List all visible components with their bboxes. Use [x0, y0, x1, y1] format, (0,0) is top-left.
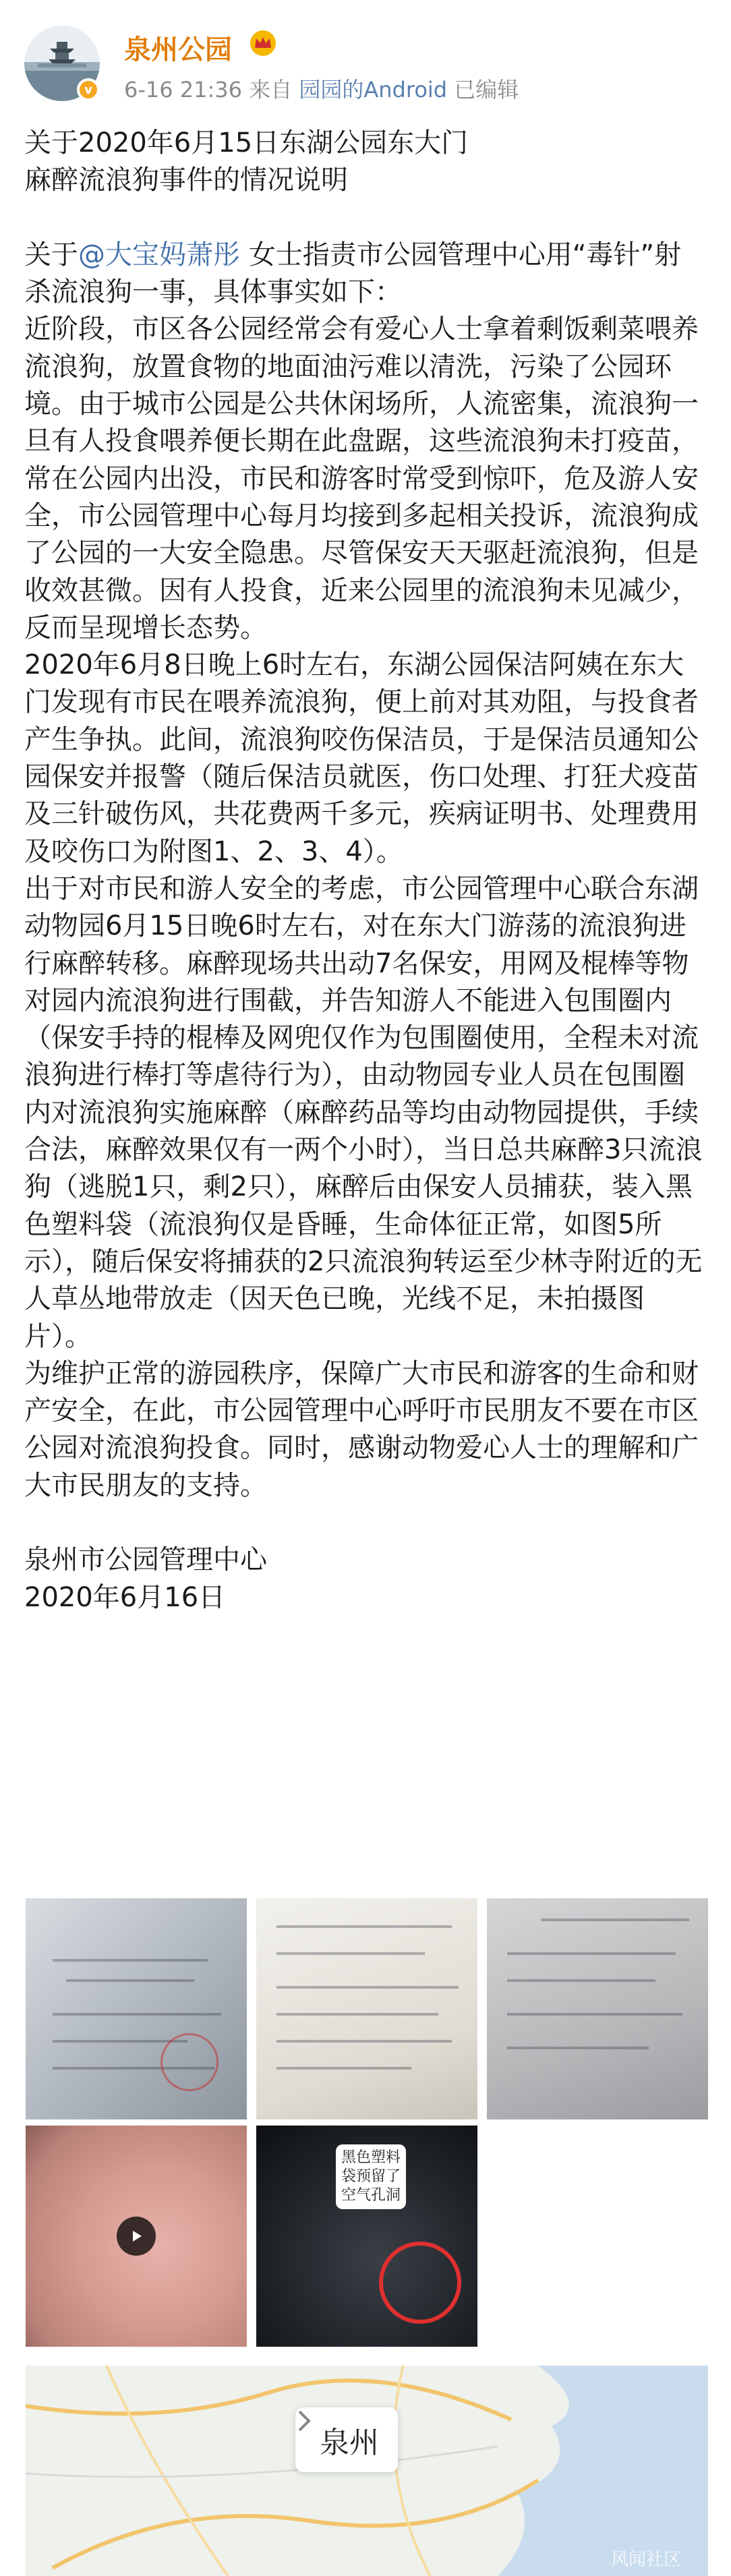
signature: 泉州市公园管理中心 2020年6月16日	[24, 1544, 267, 1613]
map-city-label: 泉州	[320, 2426, 379, 2460]
post-body	[24, 125, 705, 1616]
document-line	[66, 1979, 194, 1982]
image-thumbnail-3[interactable]	[487, 1898, 708, 2119]
username[interactable]: 泉州公园	[124, 34, 232, 65]
play-icon[interactable]	[117, 2217, 156, 2256]
document-line	[276, 1952, 425, 1955]
paragraph-1: 近阶段，市区各公园经常会有爱心人士拿着剩饭剩菜喂养流浪狗，放置食物的地面油污难以清洗，污染了公园环境。由于城市公园是公共休闲场所，人流密集，流浪狗一旦有人投食喂养便长期在此盘踞，这些流浪狗未打疫苗，常在公园内出没，市民和游客时常受到惊吓，危及游人安全，市公园管理中心每月均接到多起相关投诉，流浪狗成了公园的一大安全隐患。尽管保安天天驱赶流浪狗，但是收效甚微。因有人投食，近来公园里的流浪狗未见减少，反而呈现增长态势。	[24, 314, 699, 643]
document-line	[53, 1959, 208, 1962]
image-thumbnail-5[interactable]	[256, 2126, 477, 2347]
post-title: 关于2020年6月15日东湖公园东大门 麻醉流浪狗事件的情况说明	[24, 127, 469, 196]
post-meta	[124, 73, 519, 104]
edited-label[interactable]: 已编辑	[454, 77, 519, 103]
paragraph-3: 出于对市民和游人安全的考虑，市公园管理中心联合东湖动物园6月15日晚6时左右，对在东大门游荡的流浪狗进行麻醉转移。麻醉现场共出动7名保安，用网及棍棒等物对园内流浪狗进行围截，并告知游人不能进入包围圈内（保安手持的棍棒及网兜仅作为包围圈使用，全程未对流浪狗进行棒打等虐待行为），由动物园专业人员在包围圈内对流浪狗实施麻醉（麻醉药品等均由动物园提供，手续合法，麻醉效果仅有一两个小时），当日总共麻醉3只流浪狗（逃脱1只，剩2只），麻醉后由保安人员捕获，装入黑色塑料袋（流浪狗仅是昏睡，生命体征正常，如图5所示），随后保安将捕获的2只流浪狗转运至少林寺附近的无人草丛地带放走（因天色已晚，光线不足，未拍摄图片）。	[24, 873, 703, 1352]
source-link[interactable]: 园园的Android	[299, 77, 448, 103]
image-thumbnail-4[interactable]	[26, 2126, 247, 2347]
document-line	[507, 1979, 655, 1982]
image-thumbnail-2[interactable]	[256, 1898, 477, 2119]
crown-icon	[248, 30, 278, 57]
document-line	[276, 2013, 438, 2016]
image-thumbnail-1[interactable]	[26, 1898, 247, 2119]
image-grid	[26, 1898, 708, 2347]
document-line	[276, 1986, 459, 1989]
chevron-right-icon	[295, 2407, 314, 2434]
paragraph-4: 为维护正常的游园秩序，保障广大市民和游客的生命和财产安全，在此，市公园管理中心呼吁市民朋友不要在市区公园对流浪狗投食。同时，感谢动物爱心人士的理解和广大市民朋友的支持。	[24, 1357, 699, 1501]
intro-before: 关于	[24, 239, 78, 270]
document-line	[507, 2013, 682, 2016]
document-line	[276, 2040, 452, 2043]
post-header	[24, 19, 705, 113]
highlight-circle	[379, 2242, 461, 2324]
document-line	[507, 2047, 649, 2049]
photo-annotation: 黑色塑料袋预留了空气孔洞	[336, 2144, 406, 2209]
mention-link[interactable]: @大宝妈萧彤	[78, 239, 240, 270]
post-time: 6-16 21:36	[124, 77, 243, 103]
document-line	[541, 1919, 689, 1921]
document-line	[276, 1925, 452, 1928]
watermark: 风闻社区	[610, 2550, 681, 2570]
paragraph-2: 2020年6月8日晚上6时左右，东湖公园保洁阿姨在东大门发现有市民在喂养流浪狗，便上前对其劝阻，与投食者产生争执。此间，流浪狗咬伤保洁员，于是保洁员通知公园保安并报警（随后保洁员就医，伤口处理、打狂犬疫苗及三针破伤风，共花费两千多元，疾病证明书、处理费用及咬伤口为附图1、2、3、4）。	[24, 649, 699, 867]
avatar[interactable]	[24, 26, 100, 101]
map-location-chip[interactable]	[295, 2407, 398, 2472]
document-line	[276, 2067, 411, 2070]
document-line	[53, 2013, 221, 2016]
source-prefix: 来自	[249, 77, 293, 103]
verified-badge-icon: v	[77, 78, 100, 101]
stamp-icon	[160, 2033, 218, 2091]
intro-after: 女士指责市公园管理中心用“毒针”射杀流浪狗一事，具体事实如下：	[24, 239, 682, 308]
location-map[interactable]	[26, 2366, 708, 2576]
document-line	[507, 1952, 676, 1955]
